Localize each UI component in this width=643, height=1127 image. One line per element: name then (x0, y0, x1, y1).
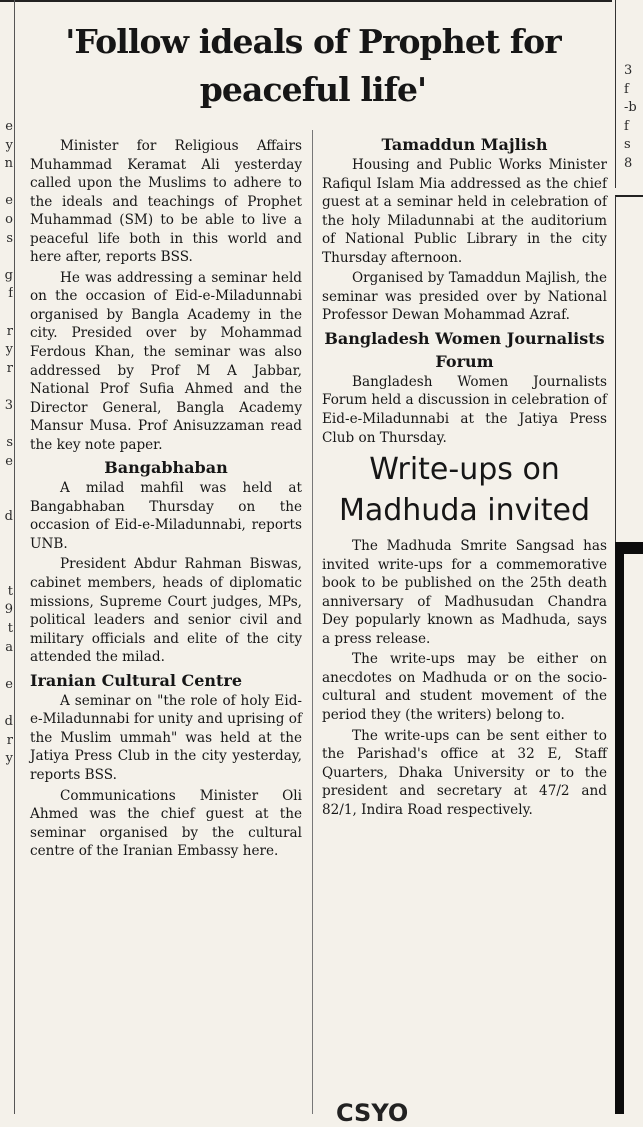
margin-fragment: g (4, 267, 13, 283)
margin-fragment: n (4, 156, 13, 172)
margin-fragment: e (5, 193, 13, 209)
margin-fragment: e (5, 676, 13, 692)
subheading: Tamaddun Majlish (381, 135, 548, 154)
margin-fragment: e (5, 453, 13, 469)
margin-fragment (1, 304, 13, 323)
margin-fragment: r (6, 323, 13, 339)
margin-fragment (1, 527, 13, 546)
margin-fragment: 8 (624, 155, 633, 171)
margin-fragment: a (5, 639, 13, 655)
adjacent-black-border-box (615, 542, 643, 1114)
margin-fragment: 9 (4, 602, 13, 618)
paragraph: The Madhuda Smrite Sangsad has invited write-ups for a commemorative book to be published on the 25th death anniversary of Madhusudan Chandra Dey popularly known as Madhuda, says a press release. (322, 538, 607, 647)
paragraph: Minister for Religious Affairs Muhammad Keramat Ali yesterday called upon the Muslims to adhere to the ideals and teachings of Prophet Muhammad (SM) to be able to live a peaceful life both in this world and here after, reports BSS. (30, 138, 302, 266)
paragraph: Organised by Tamaddun Majlish, the seminar was presided over by National Professor Dewan Mohammad Azraf. (322, 270, 607, 324)
subheading: Bangladesh Women Journalists Forum (324, 328, 605, 371)
margin-fragment: s (6, 230, 13, 246)
margin-fragment: s (624, 137, 631, 153)
margin-fragment: r (6, 360, 13, 376)
column-separator (312, 130, 313, 1114)
article-headline: Write-ups on Madhuda invited (338, 452, 590, 529)
margin-fragment (1, 378, 13, 397)
margin-fragment: y (5, 751, 13, 767)
paragraph: A milad mahfil was held at Bangabhaban Thursday on the occasion of Eid-e-Miladunnabi, reports UNB. (30, 480, 302, 552)
top-left-rule (0, 0, 612, 2)
margin-fragment (1, 174, 13, 193)
margin-fragment: d (4, 714, 13, 729)
margin-fragment (1, 657, 13, 676)
margin-fragment: e (5, 119, 13, 134)
margin-fragment: f (624, 81, 629, 97)
left-column-rule (14, 0, 15, 1114)
left-column (30, 137, 302, 863)
paragraph: The write-ups can be sent either to the Parishad's office at 32 E, Staff Quarters, Dhaka University or to the president and secretary at 47/2 and 82/1, Indira Road respectively. (322, 727, 607, 818)
paragraph: A seminar on "the role of holy Eid-e-Miladunnabi for unity and uprising of the Muslim ummah" was held at the Jatiya Press Club in the city yesterday, reports BSS. (30, 692, 302, 783)
subheading: Bangabhaban (104, 458, 228, 478)
adjacent-article-box (615, 0, 643, 188)
margin-fragment: r (6, 732, 13, 748)
margin-fragment (1, 416, 13, 435)
next-headline-fragment: CSYO (336, 1099, 409, 1127)
margin-fragment: s (6, 435, 13, 451)
left-margin-fragments (1, 118, 13, 769)
margin-fragment: o (5, 211, 13, 227)
paragraph: Bangladesh Women Journalists Forum held a discussion in celebration of Eid-e-Miladunnabi at the Jatiya Press Club on Thursday. (322, 373, 607, 446)
subheading: Iranian Cultural Centre (30, 670, 243, 690)
margin-fragment: -b (624, 100, 637, 116)
margin-fragment (1, 248, 13, 267)
margin-fragment (1, 694, 13, 713)
margin-fragment: y (5, 137, 13, 153)
adjacent-article-box-2 (615, 195, 643, 542)
margin-fragment (1, 546, 13, 565)
margin-fragment (1, 490, 13, 509)
margin-fragment (1, 564, 13, 583)
margin-fragment: y (5, 342, 13, 358)
margin-fragment: f (624, 118, 629, 134)
margin-fragment: f (8, 286, 13, 302)
margin-fragment: 3 (624, 63, 633, 78)
margin-fragment (1, 471, 13, 490)
paragraph: The write-ups may be either on anecdotes on Madhuda or on the socio-cultural and student movement of the period they (the writers) belong to. (322, 651, 607, 724)
margin-fragment: 3 (4, 397, 13, 413)
headline: 'Follow ideals of Prophet for peaceful life' (65, 22, 561, 109)
paragraph: Housing and Public Works Minister Rafiqul Islam Mia addressed as the chief guest at a seminar held in celebration of the holy Miladunnabi at the auditorium of National Public Library in the city Thursday afternoon. (322, 157, 607, 266)
margin-fragment: t (7, 583, 13, 599)
paragraph: President Abdur Rahman Biswas, cabinet members, heads of diplomatic missions, Supreme Court judges, MPs, political leaders and senior civil and military officials and elite of the city attended the milad. (30, 556, 302, 666)
margin-fragment: t (7, 621, 13, 637)
margin-fragment: d (4, 509, 13, 525)
paragraph: Communications Minister Oli Ahmed was the chief guest at the seminar organised by the cultural centre of the Iranian Embassy here. (30, 787, 302, 860)
paragraph: He was addressing a seminar held on the occasion of Eid-e-Miladunnabi organised by Bangla Academy in the city. Presided over by Mohammad Ferdous Khan, the seminar was also addressed by Prof M A Jabbar, National Prof Sufia Ahmed and the Director General, Bangla Academy Mansur Musa. Prof Anisuzzaman read the key note paper. (30, 269, 302, 453)
right-column (322, 133, 607, 821)
